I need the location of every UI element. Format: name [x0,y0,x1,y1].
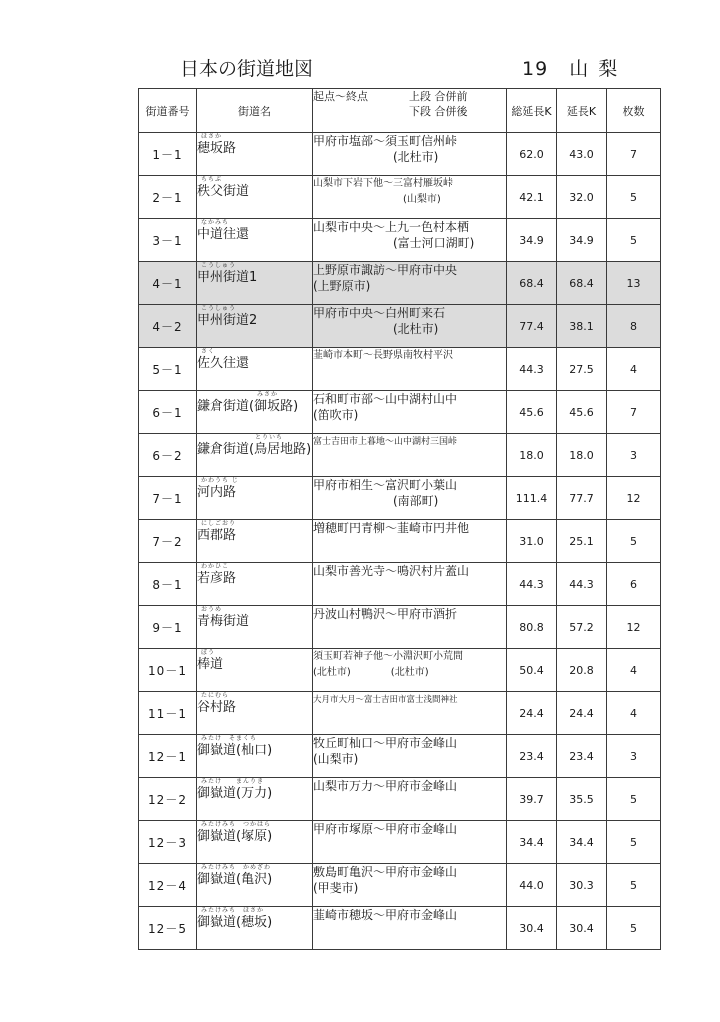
road-number: 11－1 [139,692,197,735]
header-route-after-merger: 下段 合併後 [409,105,468,118]
road-route-cell [313,348,507,391]
road-route-cell [313,649,507,692]
road-route-merged: (上野原市) [313,279,371,293]
road-furigana: さく [201,348,216,355]
road-route: 甲府市塚原～甲府市金峰山 [313,822,458,836]
road-sheets: 6 [607,563,661,606]
road-furigana: とりいち [255,434,284,441]
road-route-merged: (富士河口湖町) [393,236,475,250]
road-name: 鎌倉街道(御坂路) [197,399,299,414]
road-name: 佐久往還 [197,356,250,371]
page-title: 日本の街道地図 [180,58,314,80]
road-route-cell [313,692,507,735]
road-number: 12－1 [139,735,197,778]
road-name-cell [197,692,313,735]
road-number: 12－3 [139,821,197,864]
road-route: 富士吉田市上暮地～山中湖村三国峠 [313,437,458,447]
road-extension: 34.9 [557,219,607,262]
road-extension: 30.3 [557,864,607,907]
road-route: 甲府市塩部～須玉町信州峠 [313,134,458,148]
road-name-cell [197,477,313,520]
road-route: 甲府市相生～富沢町小葉山 [313,478,458,492]
road-number: 3－1 [139,219,197,262]
road-route-merged: (山梨市) [403,194,441,205]
road-name-cell [197,821,313,864]
road-route-cell [313,219,507,262]
road-name-cell [197,563,313,606]
road-extension: 25.1 [557,520,607,563]
road-total-length: 18.0 [507,434,557,477]
road-route-cell [313,176,507,219]
road-total-length: 34.9 [507,219,557,262]
road-sheets: 12 [607,477,661,520]
road-number: 7－1 [139,477,197,520]
road-number: 1－1 [139,133,197,176]
road-number: 10－1 [139,649,197,692]
road-total-length: 45.6 [507,391,557,434]
road-name-cell [197,778,313,821]
road-name-cell [197,133,313,176]
road-extension: 57.2 [557,606,607,649]
table-row [139,219,661,262]
road-number: 6－2 [139,434,197,477]
road-number: 2－1 [139,176,197,219]
road-route: 韮崎市本町～長野県南牧村平沢 [313,350,453,361]
road-route: 増穂町円青柳～韮崎市円井他 [313,521,470,535]
road-total-length: 42.1 [507,176,557,219]
prefecture-number: 19 [522,58,549,80]
road-route: 山梨市善光寺～鳴沢村片蓋山 [313,564,470,578]
road-total-length: 44.3 [507,563,557,606]
road-name: 御嶽道(亀沢) [197,872,273,887]
road-furigana: かわうち じ [201,477,239,484]
table-row [139,520,661,563]
road-extension: 18.0 [557,434,607,477]
header-route-before-merger: 上段 合併前 [409,90,468,103]
road-sheets: 12 [607,606,661,649]
road-sheets: 5 [607,821,661,864]
header-number: 街道番号 [139,89,197,133]
road-name: 棒道 [197,657,224,672]
road-route-cell [313,262,507,305]
road-extension: 68.4 [557,262,607,305]
road-route: 敷島町亀沢～甲府市金峰山 [313,865,458,879]
road-furigana: ぼう [201,649,216,656]
road-route-merged: (北杜市) [393,150,439,164]
road-route: 山梨市万力～甲府市金峰山 [313,779,458,793]
road-name: 若彦路 [197,571,237,586]
header-route-endpoints: 起点～終点 [313,90,368,103]
road-number: 7－2 [139,520,197,563]
road-route-cell [313,864,507,907]
road-name: 甲州街道1 [197,270,258,285]
road-name-cell [197,434,313,477]
road-name: 中道往還 [197,227,250,242]
road-number: 8－1 [139,563,197,606]
road-sheets: 4 [607,649,661,692]
road-sheets: 7 [607,133,661,176]
table-row [139,348,661,391]
road-route-merged: (南部町) [393,494,439,508]
road-sheets: 3 [607,735,661,778]
road-name: 御嶽道(穂坂) [197,915,273,930]
road-route: 上野原市諏訪～甲府市中央 [313,263,458,277]
table-row [139,864,661,907]
road-furigana: みたけ まんりき [201,778,265,785]
road-name-cell [197,262,313,305]
road-name: 河内路 [197,485,237,500]
road-route: 山梨市中央～上九一色村本栖 [313,220,470,234]
table-row [139,692,661,735]
road-number: 5－1 [139,348,197,391]
road-extension: 24.4 [557,692,607,735]
road-sheets: 5 [607,176,661,219]
road-name: 穂坂路 [197,141,237,156]
road-number: 9－1 [139,606,197,649]
road-total-length: 44.3 [507,348,557,391]
road-route-merged: (甲斐市) [313,881,359,895]
road-name: 御嶽道(杣口) [197,743,273,758]
road-total-length: 111.4 [507,477,557,520]
road-route: 大月市大月～富士吉田市富士浅間神社 [313,695,458,705]
road-route: 丹波山村鴨沢～甲府市酒折 [313,607,458,621]
road-name-cell [197,219,313,262]
road-extension: 44.3 [557,563,607,606]
road-route: 甲府市中央～白州町来石 [313,306,446,320]
road-total-length: 68.4 [507,262,557,305]
road-name: 谷村路 [197,700,237,715]
road-name: 御嶽道(万力) [197,786,273,801]
road-sheets: 5 [607,907,661,950]
road-total-length: 62.0 [507,133,557,176]
table-row [139,778,661,821]
road-route-merged: (笛吹市) [313,408,359,422]
road-sheets: 13 [607,262,661,305]
road-total-length: 31.0 [507,520,557,563]
road-name: 西郡路 [197,528,237,543]
road-furigana: こうしゅう [201,305,237,312]
road-sheets: 5 [607,864,661,907]
road-extension: 43.0 [557,133,607,176]
road-name-cell [197,348,313,391]
road-furigana: みたけみち ほさか [201,907,265,914]
road-route: 韮崎市穂坂～甲府市金峰山 [313,908,458,922]
road-total-length: 34.4 [507,821,557,864]
road-total-length: 80.8 [507,606,557,649]
road-extension: 35.5 [557,778,607,821]
road-route-cell [313,735,507,778]
road-route-cell [313,305,507,348]
road-route: 須玉町若神子他～小淵沢町小荒間 [313,651,463,662]
prefecture-heading [522,54,627,81]
road-name-cell [197,907,313,950]
road-table [138,88,661,950]
road-name-cell [197,176,313,219]
road-route-merged: (北杜市) [393,322,439,336]
road-route-cell [313,606,507,649]
road-route-cell [313,133,507,176]
road-route-cell [313,477,507,520]
road-route: 山梨市下岩下他～三富村雁坂峠 [313,178,453,189]
road-extension: 30.4 [557,907,607,950]
road-extension: 38.1 [557,305,607,348]
road-total-length: 23.4 [507,735,557,778]
road-sheets: 3 [607,434,661,477]
road-furigana: なかみち [201,219,230,226]
road-number: 6－1 [139,391,197,434]
road-route-cell [313,821,507,864]
road-route-merged: (山梨市) [313,752,359,766]
road-route-merged: (北杜市) (北杜市) [313,667,429,678]
road-route-cell [313,778,507,821]
road-route: 牧丘町杣口～甲府市金峰山 [313,736,458,750]
table-row [139,821,661,864]
road-name-cell [197,606,313,649]
table-row [139,434,661,477]
table-row [139,606,661,649]
road-furigana: たにむら [201,692,230,699]
road-total-length: 39.7 [507,778,557,821]
road-extension: 32.0 [557,176,607,219]
table-row [139,649,661,692]
road-name-cell [197,864,313,907]
road-name: 鎌倉街道(鳥居地路) [197,442,312,457]
header-sheets: 枚数 [607,89,661,133]
road-furigana: ちちぶ [201,176,223,183]
table-row [139,176,661,219]
road-number: 12－4 [139,864,197,907]
road-name-cell [197,520,313,563]
header-name: 街道名 [197,89,313,133]
road-total-length: 24.4 [507,692,557,735]
road-sheets: 5 [607,520,661,563]
road-total-length: 50.4 [507,649,557,692]
road-total-length: 30.4 [507,907,557,950]
road-total-length: 77.4 [507,305,557,348]
prefecture-name: 山梨 [569,58,628,80]
table-row [139,907,661,950]
road-route-cell [313,391,507,434]
table-row [139,305,661,348]
road-extension: 34.4 [557,821,607,864]
road-route-cell [313,907,507,950]
header-total-length: 総延長K [507,89,557,133]
road-extension: 23.4 [557,735,607,778]
table-header-row [139,89,661,133]
road-extension: 45.6 [557,391,607,434]
road-furigana: ほさか [201,133,223,140]
table-row [139,563,661,606]
road-furigana: にしごおり [201,520,237,527]
road-furigana: おうめ [201,606,223,613]
road-route-cell [313,563,507,606]
road-sheets: 8 [607,305,661,348]
road-name-cell [197,735,313,778]
road-number: 4－1 [139,262,197,305]
road-route-cell [313,434,507,477]
table-row [139,735,661,778]
header-extension: 延長K [557,89,607,133]
road-furigana: みさか [257,391,279,398]
road-sheets: 5 [607,778,661,821]
table-row [139,391,661,434]
road-name: 御嶽道(塚原) [197,829,273,844]
road-name: 秩父街道 [197,184,250,199]
road-furigana: こうしゅう [201,262,237,269]
road-name-cell [197,305,313,348]
road-furigana: みたけみち かめざわ [201,864,272,871]
road-sheets: 4 [607,348,661,391]
road-total-length: 44.0 [507,864,557,907]
road-route-cell [313,520,507,563]
table-row [139,133,661,176]
road-furigana: みたけ そまくち [201,735,258,742]
table-row [139,477,661,520]
road-name-cell [197,391,313,434]
road-number: 4－2 [139,305,197,348]
road-furigana: みたけみち つかはら [201,821,272,828]
road-sheets: 7 [607,391,661,434]
road-number: 12－2 [139,778,197,821]
road-extension: 20.8 [557,649,607,692]
road-number: 12－5 [139,907,197,950]
road-extension: 27.5 [557,348,607,391]
road-name: 青梅街道 [197,614,250,629]
road-name: 甲州街道2 [197,313,258,328]
header-route [313,89,507,133]
road-furigana: わかひこ [201,563,230,570]
road-extension: 77.7 [557,477,607,520]
road-route: 石和町市部～山中湖村山中 [313,392,458,406]
road-name-cell [197,649,313,692]
table-row [139,262,661,305]
road-sheets: 4 [607,692,661,735]
road-sheets: 5 [607,219,661,262]
